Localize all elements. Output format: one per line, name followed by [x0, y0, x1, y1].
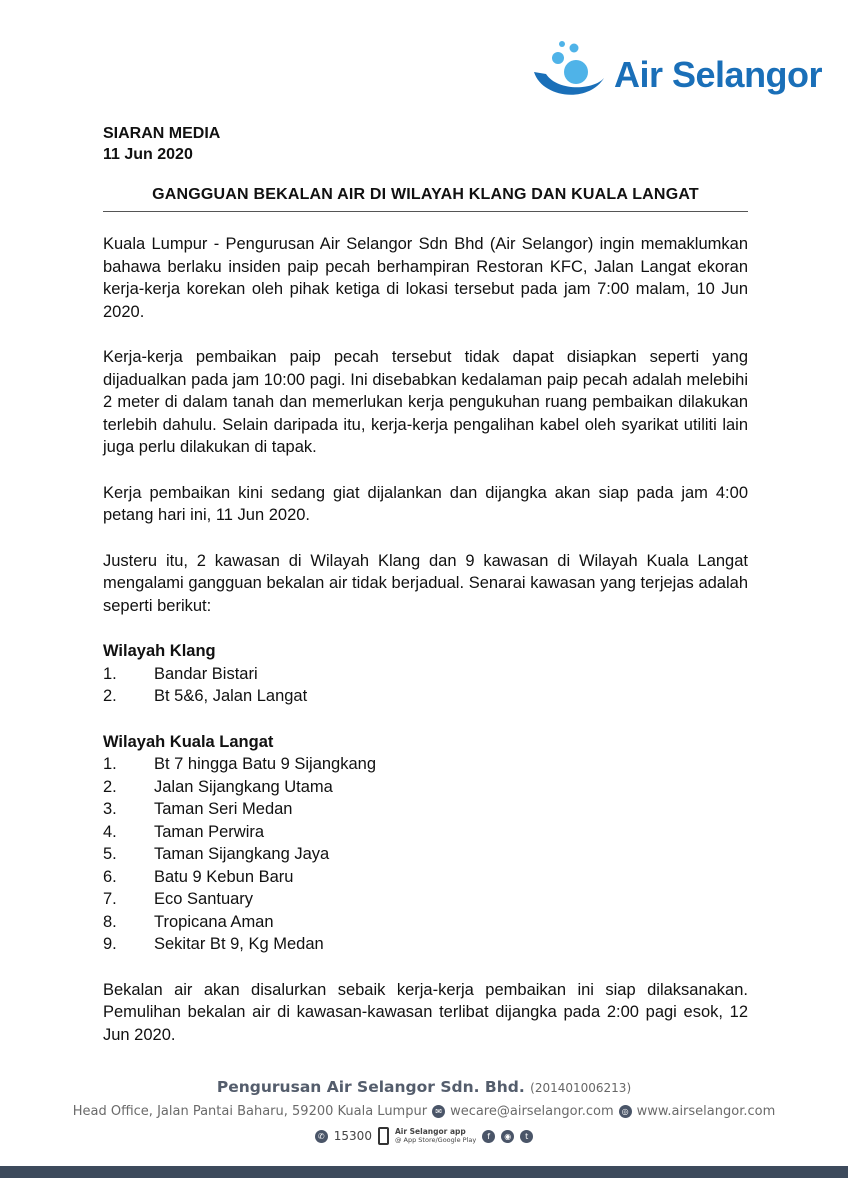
list-text: Sekitar Bt 9, Kg Medan	[154, 935, 324, 953]
klang-area-list	[103, 663, 748, 708]
list-number: 4.	[103, 822, 117, 841]
company-name: Pengurusan Air Selangor Sdn. Bhd.	[216, 1078, 525, 1096]
list-text: Taman Seri Medan	[154, 800, 293, 818]
facebook-icon[interactable]: f	[482, 1130, 495, 1143]
footer-address: Head Office, Jalan Pantai Baharu, 59200 Kuala Lumpur	[72, 1104, 428, 1119]
headline: GANGGUAN BEKALAN AIR DI WILAYAH KLANG DAN KUALA LANGAT	[152, 186, 699, 203]
press-label: SIARAN MEDIA	[103, 125, 221, 142]
list-item	[103, 776, 748, 799]
list-number: 5.	[103, 845, 117, 863]
klang-section-title: Wilayah Klang	[103, 642, 216, 660]
list-number: 7.	[103, 890, 117, 908]
list-item	[103, 866, 748, 889]
kuala-langat-section-title: Wilayah Kuala Langat	[103, 732, 274, 751]
list-number: 1.	[103, 664, 117, 683]
list-item	[103, 933, 748, 956]
list-text: Taman Perwira	[154, 822, 265, 841]
list-text: Bt 5&6, Jalan Langat	[154, 687, 308, 705]
press-body	[103, 233, 748, 1069]
list-item	[103, 753, 748, 776]
list-item	[103, 821, 748, 844]
phone-icon: ✆	[315, 1130, 328, 1143]
list-number: 1.	[103, 755, 117, 773]
footer-hotline: 15300	[333, 1129, 372, 1143]
paragraph: Kuala Lumpur - Pengurusan Air Selangor Sdn Bhd (Air Selangor) ingin memaklumkan bahawa berlaku insiden paip pecah berhampiran Restoran KFC, Jalan Langat ekoran kerja-kerja korekan oleh pihak ketiga di lokasi tersebut pada jam 7:00 malam, 10 Jun 2020.	[103, 235, 748, 321]
list-item	[103, 911, 748, 934]
headline-divider	[103, 211, 748, 212]
letterhead-footer	[0, 1078, 848, 1145]
list-text: Jalan Sijangkang Utama	[154, 777, 333, 796]
instagram-icon[interactable]: ◉	[501, 1130, 514, 1143]
footer-color-band	[0, 1166, 848, 1178]
press-date: 11 Jun 2020	[103, 146, 193, 163]
list-text: Bandar Bistari	[154, 664, 258, 683]
footer-social-line	[0, 1127, 848, 1145]
list-number: 3.	[103, 800, 117, 818]
app-stores: @ App Store/Google Play	[394, 1136, 477, 1144]
press-header	[103, 123, 220, 165]
paragraph: Kerja pembaikan kini sedang giat dijalankan dan dijangka akan siap pada jam 4:00 petang hari ini, 11 Jun 2020.	[103, 483, 748, 524]
list-text: Eco Santuary	[154, 890, 254, 908]
twitter-icon[interactable]: t	[520, 1130, 533, 1143]
kuala-langat-area-list	[103, 753, 748, 956]
list-item	[103, 663, 748, 686]
list-text: Taman Sijangkang Jaya	[154, 845, 330, 863]
water-drop-logo-icon	[528, 38, 612, 104]
footer-contact-line	[0, 1104, 848, 1119]
footer-email[interactable]: wecare@airselangor.com	[450, 1104, 614, 1119]
list-number: 2.	[103, 687, 117, 705]
list-text: Bt 7 hingga Batu 9 Sijangkang	[154, 755, 377, 773]
logo-wordmark: Air Selangor	[614, 54, 823, 95]
footer-website[interactable]: www.airselangor.com	[636, 1104, 776, 1119]
company-reg-no: (201401006213)	[530, 1081, 632, 1095]
list-text: Batu 9 Kebun Baru	[154, 867, 294, 886]
email-icon: ✉	[432, 1105, 445, 1118]
list-item	[103, 685, 748, 708]
footer-company	[0, 1078, 848, 1096]
list-item	[103, 888, 748, 911]
list-number: 2.	[103, 777, 117, 796]
list-text: Tropicana Aman	[154, 912, 274, 931]
paragraph: Kerja-kerja pembaikan paip pecah tersebut tidak dapat disiapkan seperti yang dijadualkan pada jam 10:00 pagi. Ini disebabkan kedalaman paip pecah adalah melebihi 2 meter di dalam tanah dan memerlukan kerja pengukuhan ruang pembaikan dilakukan terlebih dahulu. Selain daripada itu, kerja-kerja pengalihan kabel oleh syarikat utiliti lain juga perlu dilakukan di tapak.	[103, 348, 748, 456]
list-number: 6.	[103, 867, 117, 886]
mobile-app-icon	[378, 1127, 389, 1145]
list-number: 9.	[103, 935, 117, 953]
air-selangor-logo	[528, 38, 823, 104]
list-item	[103, 843, 748, 866]
app-info	[395, 1128, 476, 1144]
list-item	[103, 798, 748, 821]
app-title: Air Selangor app	[394, 1127, 466, 1136]
paragraph: Justeru itu, 2 kawasan di Wilayah Klang dan 9 kawasan di Wilayah Kuala Langat mengalami gangguan bekalan air tidak berjadual. Senarai kawasan yang terjejas adalah seperti berikut:	[103, 551, 748, 615]
list-number: 8.	[103, 912, 117, 931]
closing-paragraph: Bekalan air akan disalurkan sebaik kerja-kerja pembaikan ini siap dilaksanakan. Pemulihan bekalan air di kawasan-kawasan terlibat dijangka pada 2:00 pagi esok, 12 Jun 2020.	[103, 980, 748, 1044]
globe-icon: ◎	[619, 1105, 632, 1118]
